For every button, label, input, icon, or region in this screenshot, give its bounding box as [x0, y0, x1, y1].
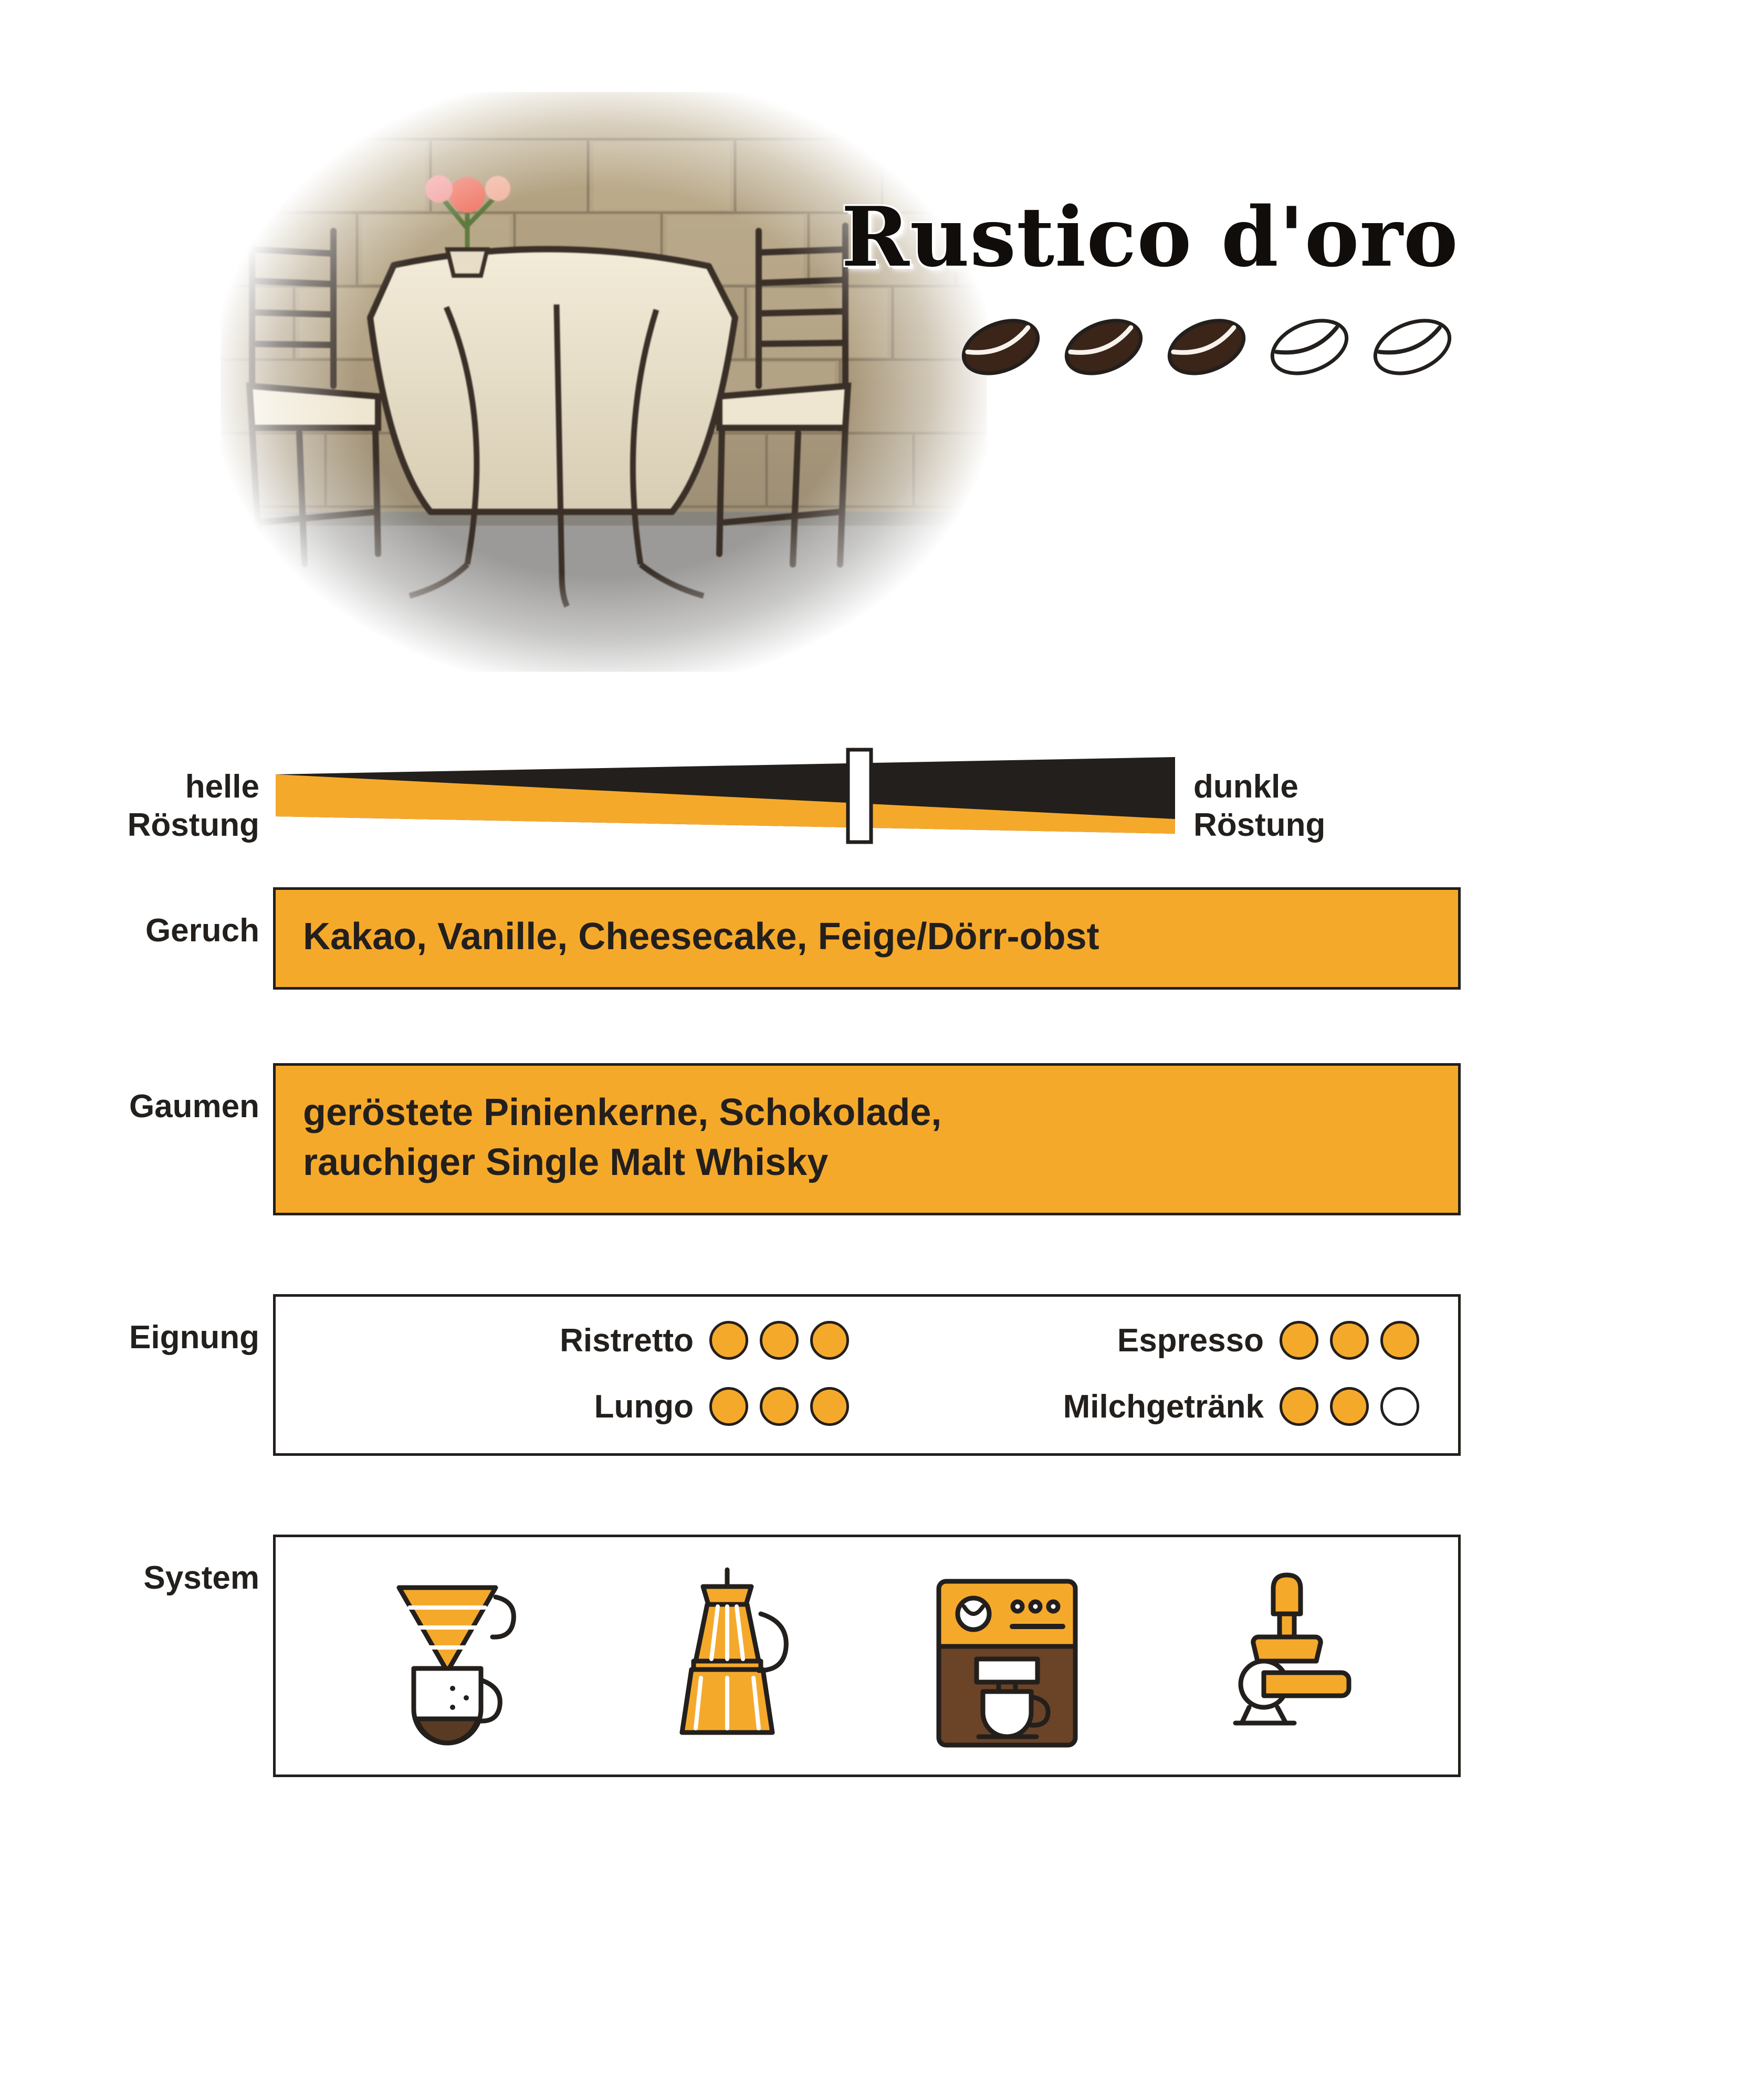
suitability-label: Eignung	[129, 1319, 259, 1356]
roast-scale[interactable]	[273, 746, 1178, 845]
suitability-box	[273, 1294, 1461, 1456]
roast-label-right-line1: dunkle	[1193, 769, 1298, 805]
roast-label-right-line2: Röstung	[1193, 807, 1326, 844]
roast-row	[0, 746, 1750, 845]
coffee-bean-icon	[1161, 315, 1252, 379]
rating-dot	[1280, 1387, 1318, 1426]
rating-dots	[709, 1387, 849, 1426]
rating-dot	[810, 1321, 849, 1360]
moka-pot-icon	[648, 1556, 806, 1756]
rating-dot	[1380, 1321, 1419, 1360]
brand-title: Rustico d'oro	[841, 189, 1459, 285]
suitability-item-milchgetraenk	[867, 1387, 1437, 1426]
bean-rating	[956, 315, 1458, 379]
rating-dot	[1380, 1387, 1419, 1426]
coffee-bean-icon	[956, 315, 1046, 379]
rating-dot	[1330, 1387, 1369, 1426]
suitability-item-label: Lungo	[594, 1388, 694, 1425]
rating-dots	[1280, 1321, 1419, 1360]
tamper-portafilter-icon	[1208, 1556, 1366, 1756]
rating-dot	[1330, 1321, 1369, 1360]
roast-label-left	[0, 746, 273, 844]
cafe-photo	[221, 92, 987, 672]
system-label: System	[143, 1560, 259, 1597]
pour-over-dripper-icon	[369, 1556, 526, 1756]
coffee-bean-icon	[1059, 315, 1149, 379]
roast-label-left-line2: Röstung	[127, 807, 259, 844]
palate-value-line2: rauchiger Single Malt Whisky	[303, 1141, 829, 1184]
espresso-machine-icon	[928, 1556, 1086, 1756]
rating-dots	[1280, 1387, 1419, 1426]
aroma-row	[0, 887, 1750, 990]
aroma-value: Kakao, Vanille, Cheesecake, Feige/Dörr-obst	[273, 887, 1461, 990]
roast-label-right	[1178, 746, 1472, 844]
suitability-item-ristretto	[297, 1321, 867, 1360]
rating-dot	[709, 1321, 748, 1360]
palate-value	[273, 1063, 1461, 1215]
palate-value-line1: geröstete Pinienkerne, Schokolade,	[303, 1091, 942, 1134]
rating-dot	[709, 1387, 748, 1426]
rating-dot	[760, 1321, 799, 1360]
coffee-bean-icon	[1264, 315, 1355, 379]
suitability-item-label: Espresso	[1117, 1322, 1264, 1359]
rating-dot	[810, 1387, 849, 1426]
coffee-bean-icon	[1367, 315, 1458, 379]
rating-dot	[1280, 1321, 1318, 1360]
suitability-item-lungo	[297, 1387, 867, 1426]
system-box	[273, 1535, 1461, 1777]
profile-sheet	[0, 746, 1750, 1777]
suitability-item-label: Milchgetränk	[1063, 1388, 1264, 1425]
suitability-item-label: Ristretto	[560, 1322, 694, 1359]
aroma-label: Geruch	[145, 912, 259, 949]
system-row	[0, 1535, 1750, 1777]
roast-label-left-line1: helle	[185, 769, 259, 805]
header	[0, 0, 1750, 698]
rating-dot	[760, 1387, 799, 1426]
rating-dots	[709, 1321, 849, 1360]
palate-label: Gaumen	[129, 1088, 259, 1125]
suitability-row	[0, 1294, 1750, 1456]
suitability-item-espresso	[867, 1321, 1437, 1360]
palate-row	[0, 1063, 1750, 1215]
